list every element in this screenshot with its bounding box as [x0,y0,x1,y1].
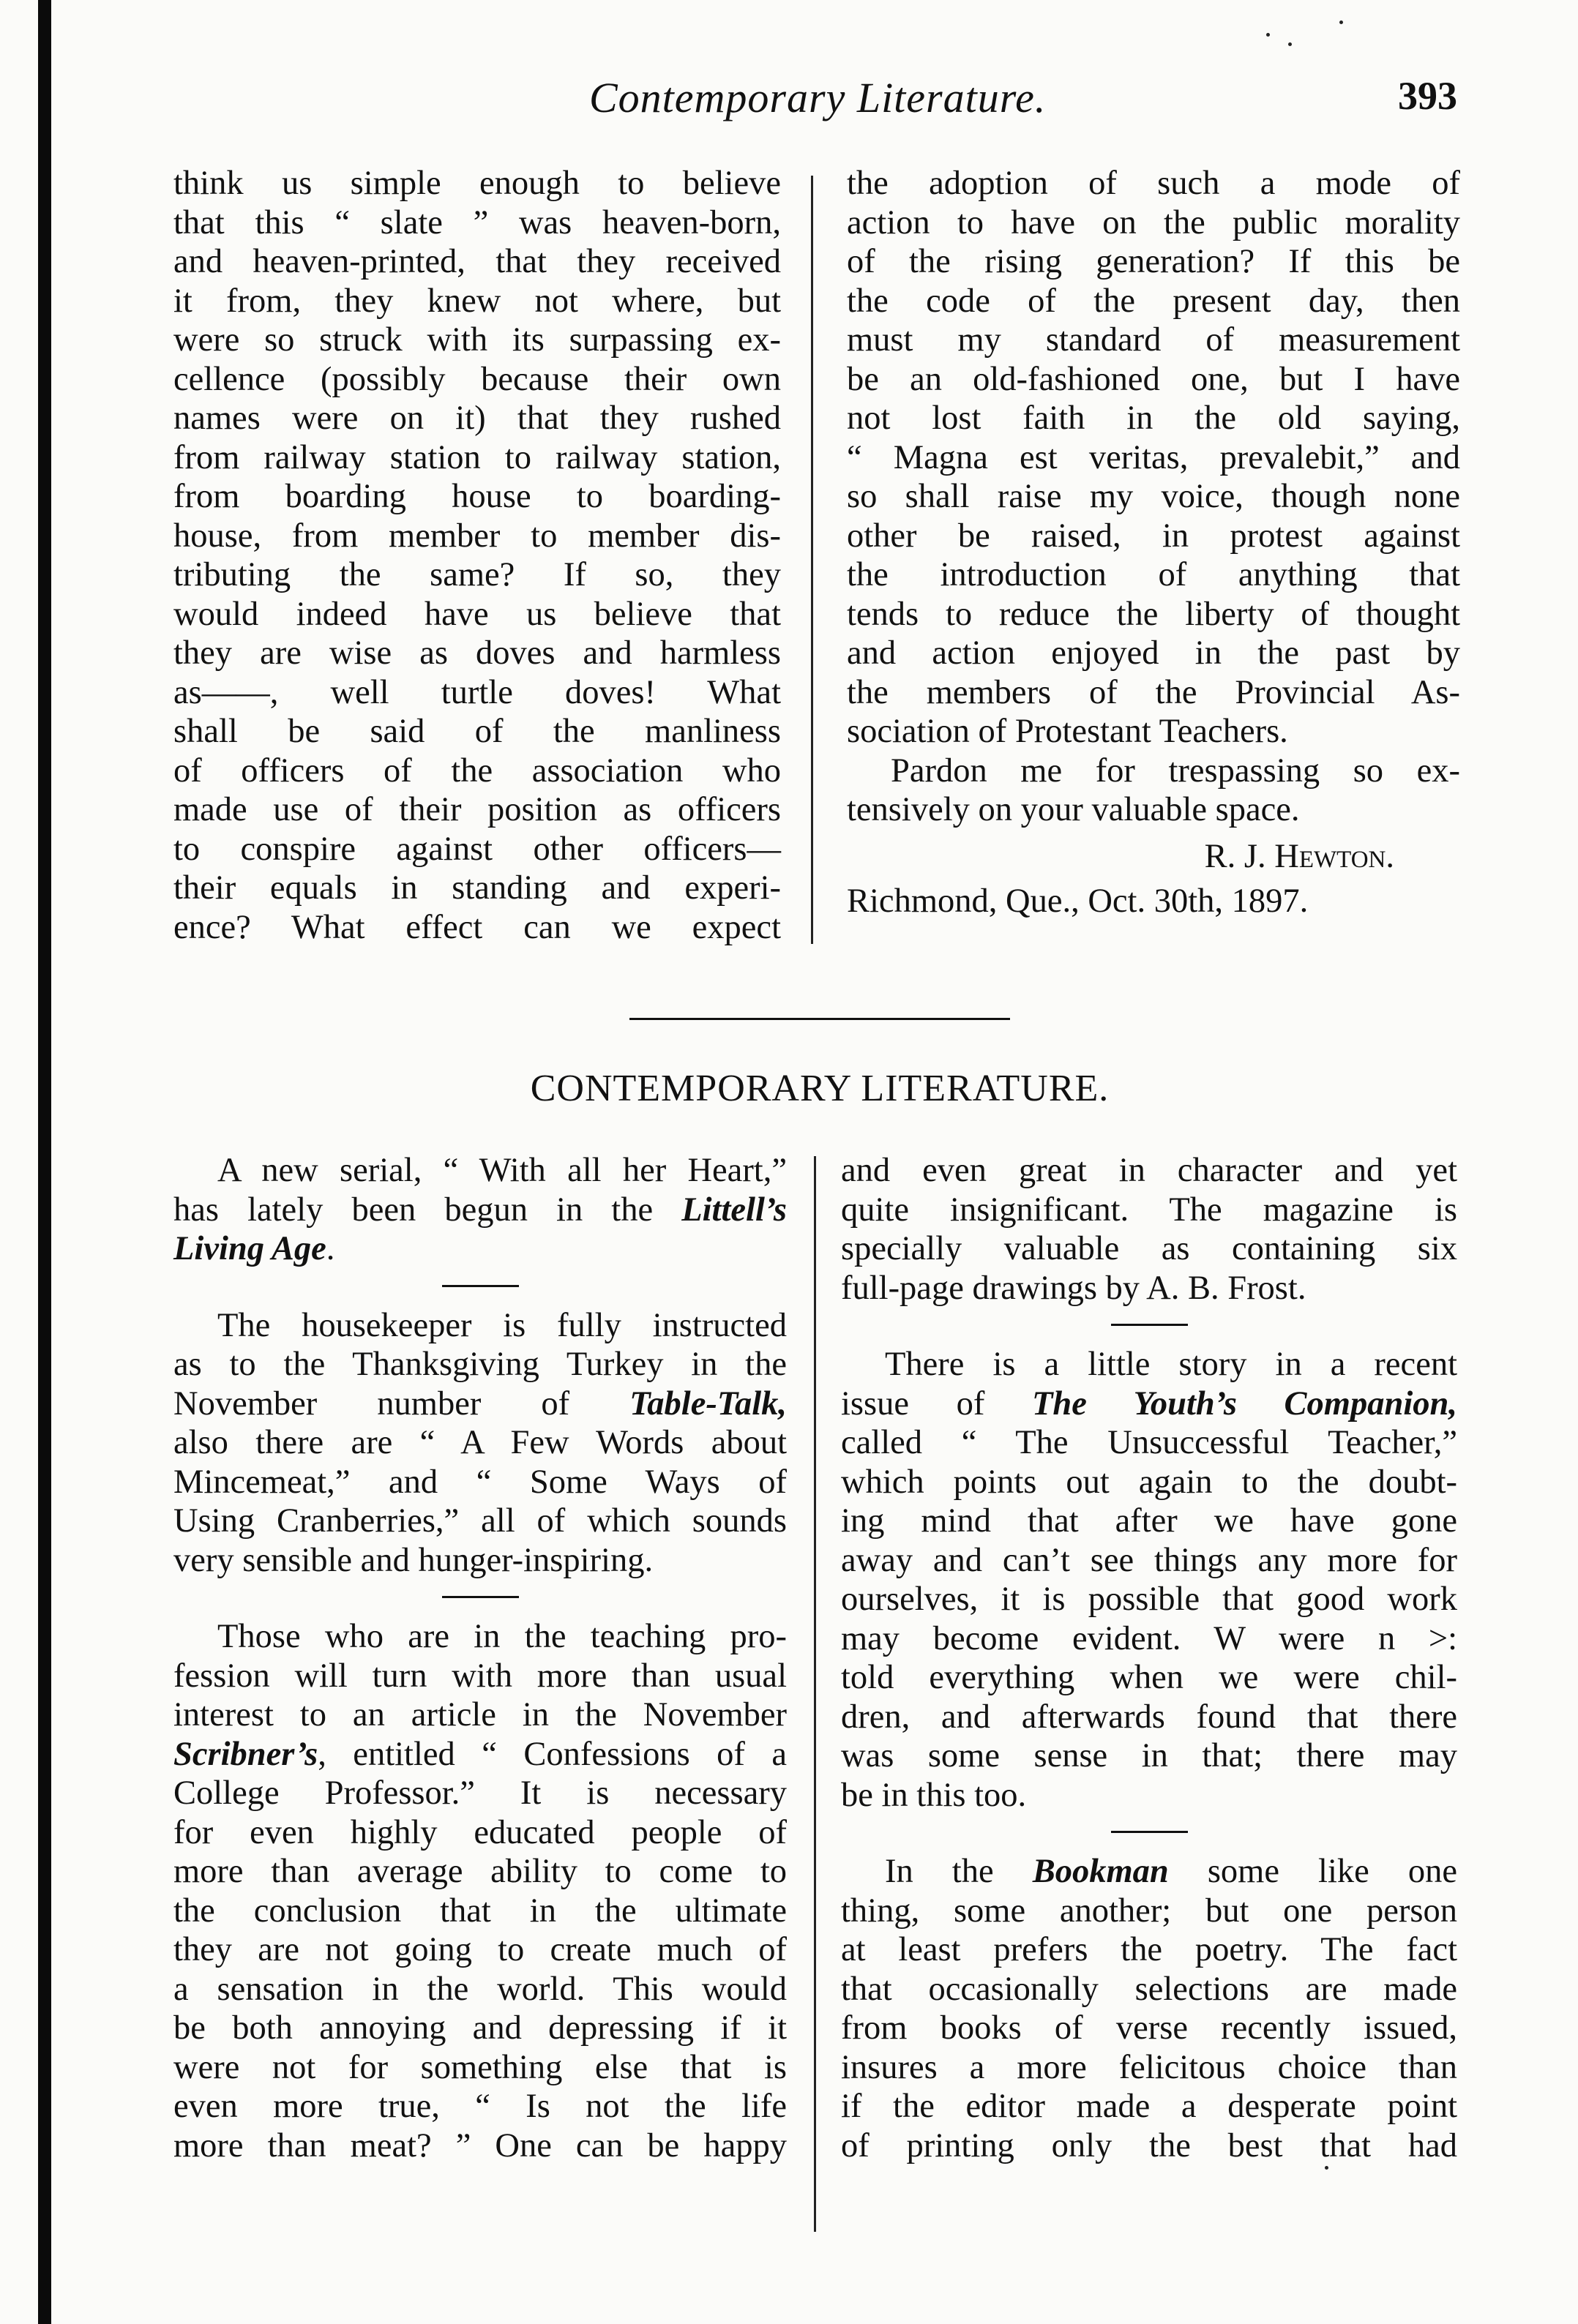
text-line: be both annoying and depressing if it [173,2009,787,2047]
text-line: a sensation in the world. This would [173,1970,787,2008]
text-run: . [326,1230,335,1267]
closing-line: tensively on your valuable space. [847,791,1300,828]
text-line: was some sense in that; there may [841,1737,1457,1774]
text-line: quite insignificant. The magazine is [841,1191,1457,1229]
text-line: the introduction of anything that [847,556,1460,593]
text-line: be an old-fashioned one, but I have [847,360,1460,398]
text-line: and heaven-printed, that they received [173,243,781,280]
text-run: In the [885,1853,1033,1890]
text-run: , entitled “ Confessions of a [318,1735,787,1773]
text-line [841,1852,1457,1892]
text-line: Using Cranberries,” all of which sounds [173,1502,787,1540]
text-line [173,1735,787,1774]
text-line: There is a little story in a recent [885,1346,1457,1383]
text-line: College Professor.” It is necessary [173,1774,787,1812]
section-title: CONTEMPORARY LITERATURE. [530,1068,1110,1109]
text-line: A new serial, “ With all her Heart,” [217,1152,787,1189]
text-line: their equals in standing and experi- [173,869,781,907]
text-line: from boarding house to boarding- [173,478,781,515]
text-line: cellence (possibly because their own [173,360,781,398]
italic-title: Living Age [173,1230,326,1267]
letter-left-column [173,164,781,947]
text-run: issue of [841,1384,1032,1422]
paragraph-separator-rule [1111,1324,1188,1326]
text-line: from books of verse recently issued, [841,2009,1457,2047]
text-line: action to have on the public morality [847,203,1460,241]
dateline: Richmond, Que., Oct. 30th, 1897. [847,882,1309,920]
text-line: at least prefers the poetry. The fact [841,1931,1457,1968]
text-line: as——, well turtle doves! What [173,673,781,711]
text-line: ing mind that after we have gone [841,1502,1457,1540]
text-line: dren, and afterwards found that there [841,1698,1457,1736]
text-line: if the editor made a desperate point [841,2088,1457,2125]
section-divider-rule [629,1018,1010,1020]
text-line: they are wise as doves and harmless [173,634,781,672]
text-line: the adoption of such a mode of [847,165,1460,202]
text-line: thing, some another; but one person [841,1892,1457,1930]
text-line: the conclusion that in the ultimate [173,1892,787,1930]
text-line: insures a more felicitous choice than [841,2048,1457,2086]
text-line: of the rising generation? If this be [847,243,1460,280]
text-line: Those who are in the teaching pro- [217,1618,787,1655]
print-speck [1288,42,1292,46]
page-number: 393 [1398,74,1457,118]
text-line: so shall raise my voice, though none [847,478,1460,515]
text-line: must my standard of measurement [847,321,1460,359]
text-line: other be raised, in protest against [847,517,1460,555]
text-line: made use of their position as officers [173,791,781,828]
paragraph-separator-rule [442,1285,519,1287]
paragraph-separator-rule [1111,1831,1188,1833]
text-line: full-page drawings by A. B. Frost. [841,1269,1306,1307]
column-rule-top [811,176,813,944]
text-line: house, from member to member dis- [173,517,781,555]
italic-title: Scribner’s [173,1735,318,1773]
italic-title: Bookman [1032,1853,1169,1890]
author-signature: R. J. Hewton. [1204,837,1394,875]
text-line: called “ The Unsuccessful Teacher,” [841,1424,1457,1461]
text-line: may become evident. W were n >: [841,1619,1457,1657]
text-line: for even highly educated people of [173,1813,787,1851]
text-line: ourselves, it is possible that good work [841,1581,1457,1618]
text-line: Mincemeat,” and “ Some Ways of [173,1463,787,1501]
text-line: interest to an article in the November [173,1696,787,1733]
text-line: to conspire against other officers— [173,830,781,868]
text-line: “ Magna est veritas, prevalebit,” and [847,438,1460,476]
text-run: has lately been begun in the [173,1191,682,1229]
text-line: which points out again to the doubt- [841,1463,1457,1501]
text-line: ence? What effect can we expect [173,908,781,946]
text-line: were not for something else that is [173,2048,787,2086]
column-rule-bottom [814,1156,816,2232]
print-speck [1325,2166,1328,2170]
text-line: names were on it) that they rushed [173,400,781,437]
text-line: tributing the same? If so, they [173,556,781,593]
text-line: more than average ability to come to [173,1853,787,1890]
text-line: more than meat? ” One can be happy [173,2126,787,2164]
text-line: shall be said of the manliness [173,713,781,750]
text-line [173,1229,787,1269]
text-line [173,1191,787,1230]
text-line: the members of the Provincial As- [847,673,1460,711]
text-run: November number of [173,1384,630,1422]
literature-left-column [173,1151,787,2165]
italic-title: Littell’s [681,1191,787,1229]
text-line: of officers of the association who [173,751,781,790]
text-line: be in this too. [841,1776,1027,1814]
text-line: tends to reduce the liberty of thought [847,595,1460,633]
text-line: not lost faith in the old saying, [847,400,1460,437]
text-line: were so struck with its surpassing ex- [173,321,781,359]
text-line: from railway station to railway station, [173,438,781,476]
binding-edge [38,0,51,2324]
text-line: sociation of Protestant Teachers. [847,713,1288,750]
text-line: also there are “ A Few Words about [173,1424,787,1461]
text-line: that this “ slate ” was heaven-born, [173,203,781,241]
running-title: Contemporary Literature. [589,74,1047,121]
text-line: fession will turn with more than usual [173,1657,787,1695]
letter-right-column [847,164,1460,921]
italic-title: Table-Talk, [629,1384,787,1422]
text-line: that occasionally selections are made [841,1970,1457,2008]
literature-right-column [841,1151,1457,2165]
text-line: specially valuable as containing six [841,1230,1457,1267]
italic-title: The Youth’s Companion, [1031,1384,1457,1422]
closing-line: Pardon me for trespassing so ex- [891,751,1460,790]
text-line: very sensible and hunger-inspiring. [173,1541,654,1579]
text-line: would indeed have us believe that [173,595,781,633]
paragraph-separator-rule [442,1596,519,1598]
text-line: and even great in character and yet [841,1152,1457,1189]
text-line: and action enjoyed in the past by [847,634,1460,672]
print-speck [1266,33,1270,37]
text-line: as to the Thanksgiving Turkey in the [173,1346,787,1383]
text-line: the code of the present day, then [847,282,1460,320]
print-speck [1339,20,1343,24]
text-run: some like one [1168,1853,1457,1890]
text-line: away and can’t see things any more for [841,1541,1457,1579]
text-line: told everything when we were chil- [841,1659,1457,1696]
text-line [841,1384,1457,1424]
text-line: of printing only the best that had [841,2126,1457,2164]
text-line: think us simple enough to believe [173,165,781,202]
text-line: they are not going to create much of [173,1931,787,1968]
text-line: The housekeeper is fully instructed [217,1306,787,1344]
text-line: even more true, “ Is not the life [173,2088,787,2125]
text-line: it from, they knew not where, but [173,282,781,320]
text-line [173,1384,787,1424]
